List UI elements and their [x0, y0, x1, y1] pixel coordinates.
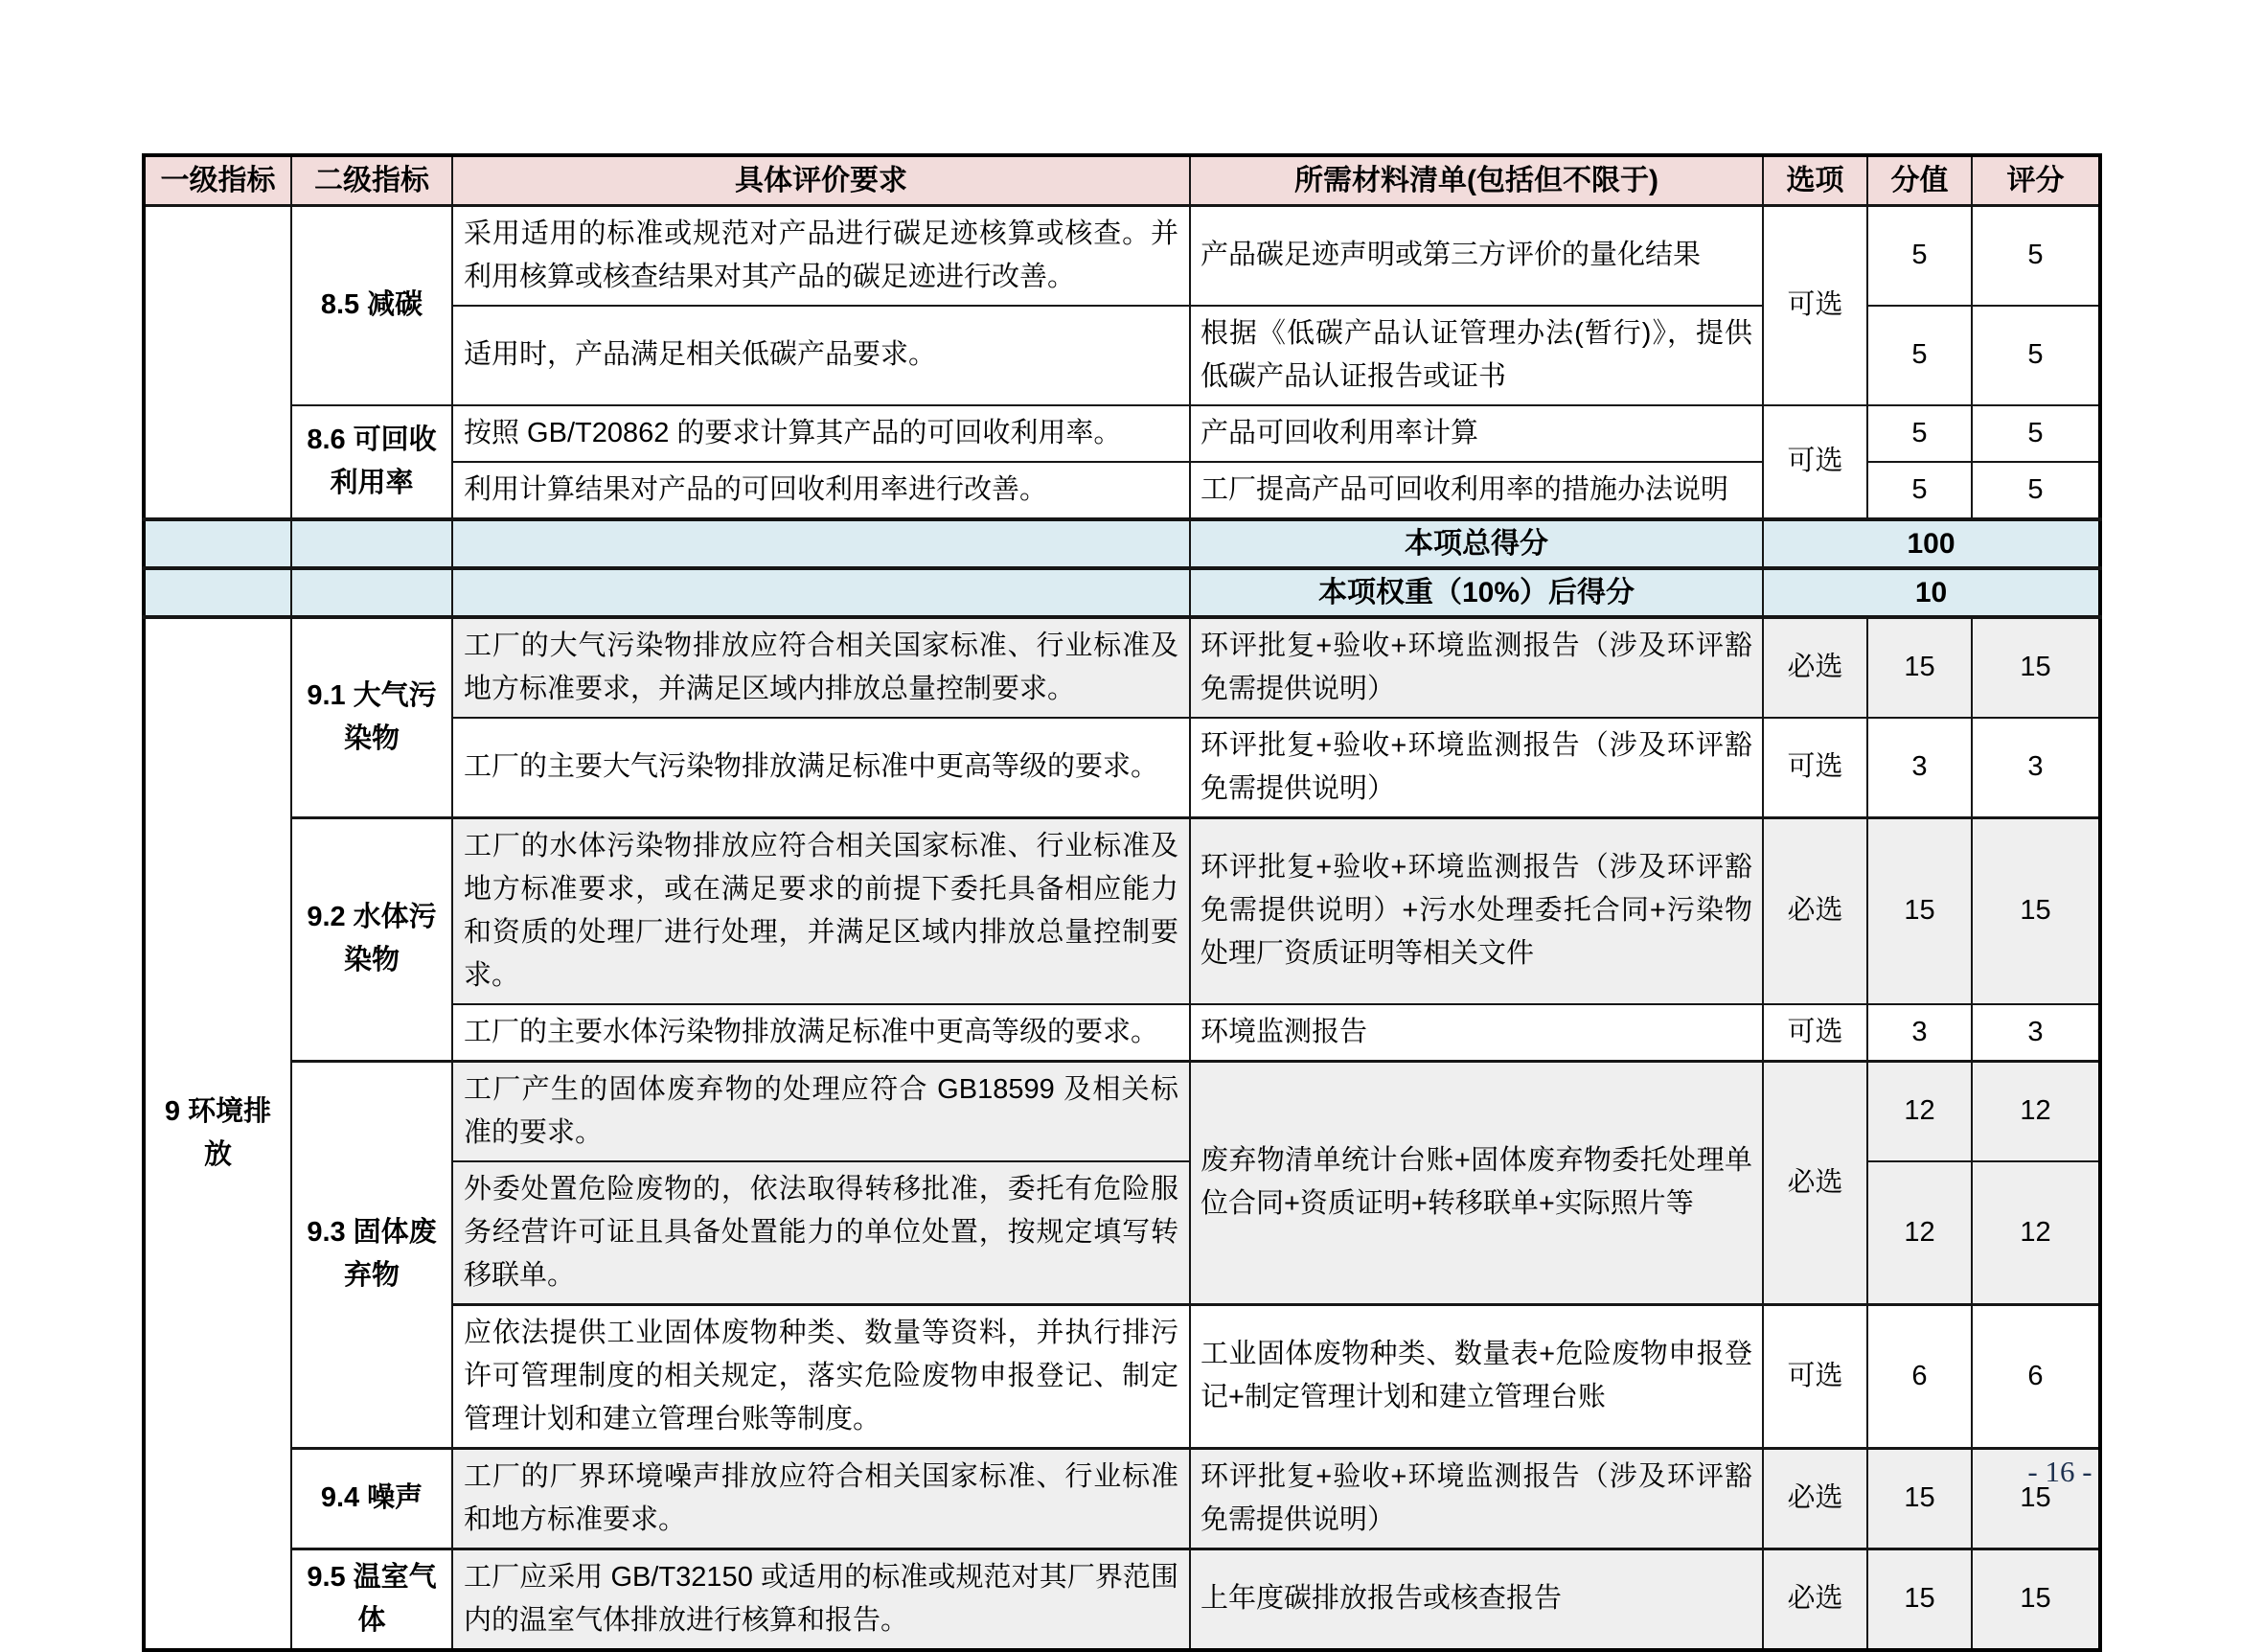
option-cell: 可选: [1763, 1304, 1867, 1448]
materials-cell: 工业固体废物种类、数量表+危险废物申报登记+制定管理计划和建立管理台账: [1190, 1304, 1763, 1448]
score-cell: 12: [1867, 1061, 1972, 1161]
section-cell-9: 9 环境排放: [144, 617, 291, 1650]
indicator-cell-9-1: 9.1 大气污染物: [291, 617, 452, 818]
materials-cell: 上年度碳排放报告或核查报告: [1190, 1549, 1763, 1650]
requirement-cell: 工厂的主要水体污染物排放满足标准中更高等级的要求。: [452, 1004, 1190, 1062]
indicator-cell-8-6: 8.6 可回收利用率: [291, 405, 452, 519]
indicator-cell-8-5: 8.5 减碳: [291, 205, 452, 405]
summary-total-label: 本项总得分: [1190, 519, 1763, 568]
summary-row-total: [144, 519, 2100, 568]
score-cell: 3: [1867, 718, 1972, 818]
option-cell: 必选: [1763, 817, 1867, 1004]
option-cell: 必选: [1763, 1549, 1867, 1650]
score-cell: 15: [1867, 1549, 1972, 1650]
rating-cell: 3: [1972, 1004, 2100, 1062]
header-level2-indicator: 二级指标: [291, 155, 452, 205]
requirement-cell: 工厂的大气污染物排放应符合相关国家标准、行业标准及地方标准要求，并满足区域内排放总量控制要求。: [452, 617, 1190, 718]
materials-cell: 环评批复+验收+环境监测报告（涉及环评豁免需提供说明）: [1190, 617, 1763, 718]
summary-weighted-value: 10: [1763, 568, 2100, 617]
level1-indicator-cell-empty: [144, 205, 291, 519]
score-cell: 15: [1867, 817, 1972, 1004]
requirement-cell: 适用时，产品满足相关低碳产品要求。: [452, 306, 1190, 405]
requirement-cell: 外委处置危险废物的，依法取得转移批准，委托有危险服务经营许可证且具备处置能力的单位处置，按规定填写转移联单。: [452, 1161, 1190, 1305]
rating-cell: 5: [1972, 306, 2100, 405]
requirement-cell: 工厂的主要大气污染物排放满足标准中更高等级的要求。: [452, 718, 1190, 818]
option-cell: 可选: [1763, 718, 1867, 818]
rating-cell: 5: [1972, 205, 2100, 306]
table-row: [144, 205, 2100, 306]
header-option: 选项: [1763, 155, 1867, 205]
rating-cell: 15: [1972, 617, 2100, 718]
evaluation-table: [142, 153, 2102, 1652]
table-row: [144, 1448, 2100, 1549]
table-row: [144, 1061, 2100, 1161]
indicator-cell-9-5: 9.5 温室气体: [291, 1549, 452, 1650]
rating-cell: 5: [1972, 462, 2100, 519]
score-cell: 5: [1867, 306, 1972, 405]
summary-empty-cell: [452, 568, 1190, 617]
score-cell: 5: [1867, 205, 1972, 306]
summary-empty-cell: [291, 519, 452, 568]
option-cell: 必选: [1763, 1061, 1867, 1304]
rating-cell: 6: [1972, 1304, 2100, 1448]
table-row: [144, 817, 2100, 1004]
option-cell: 必选: [1763, 617, 1867, 718]
option-cell: 必选: [1763, 1448, 1867, 1549]
table-row: [144, 617, 2100, 718]
table-row: [144, 1549, 2100, 1650]
header-rating: 评分: [1972, 155, 2100, 205]
score-cell: 15: [1867, 617, 1972, 718]
materials-cell: 根据《低碳产品认证管理办法(暂行)》，提供低碳产品认证报告或证书: [1190, 306, 1763, 405]
requirement-cell: 利用计算结果对产品的可回收利用率进行改善。: [452, 462, 1190, 519]
option-cell: 可选: [1763, 405, 1867, 519]
indicator-cell-9-4: 9.4 噪声: [291, 1448, 452, 1549]
score-cell: 5: [1867, 462, 1972, 519]
rating-cell: 3: [1972, 718, 2100, 818]
table-header-row: [144, 155, 2100, 205]
summary-empty-cell: [291, 568, 452, 617]
summary-empty-cell: [144, 568, 291, 617]
indicator-cell-9-2: 9.2 水体污染物: [291, 817, 452, 1061]
indicator-cell-9-3: 9.3 固体废弃物: [291, 1061, 452, 1448]
rating-cell: 12: [1972, 1161, 2100, 1305]
rating-cell: 12: [1972, 1061, 2100, 1161]
materials-cell: 环境监测报告: [1190, 1004, 1763, 1062]
score-cell: 3: [1867, 1004, 1972, 1062]
requirement-cell: 工厂的厂界环境噪声排放应符合相关国家标准、行业标准和地方标准要求。: [452, 1448, 1190, 1549]
summary-empty-cell: [452, 519, 1190, 568]
score-cell: 6: [1867, 1304, 1972, 1448]
materials-cell: 环评批复+验收+环境监测报告（涉及环评豁免需提供说明）+污水处理委托合同+污染物处理厂资质证明等相关文件: [1190, 817, 1763, 1004]
header-level1-indicator: 一级指标: [144, 155, 291, 205]
materials-cell: 环评批复+验收+环境监测报告（涉及环评豁免需提供说明）: [1190, 718, 1763, 818]
materials-cell: 环评批复+验收+环境监测报告（涉及环评豁免需提供说明）: [1190, 1448, 1763, 1549]
header-materials: 所需材料清单(包括但不限于): [1190, 155, 1763, 205]
page-number: - 16 -: [2027, 1455, 2092, 1488]
header-score: 分值: [1867, 155, 1972, 205]
option-cell: 可选: [1763, 1004, 1867, 1062]
materials-cell: 工厂提高产品可回收利用率的措施办法说明: [1190, 462, 1763, 519]
header-requirements: 具体评价要求: [452, 155, 1190, 205]
requirement-cell: 采用适用的标准或规范对产品进行碳足迹核算或核查。并利用核算或核查结果对其产品的碳足迹进行改善。: [452, 205, 1190, 306]
score-cell: 5: [1867, 405, 1972, 462]
option-cell: 可选: [1763, 205, 1867, 405]
materials-cell: 产品可回收利用率计算: [1190, 405, 1763, 462]
requirement-cell: 工厂应采用 GB/T32150 或适用的标准或规范对其厂界范围内的温室气体排放进行核算和报告。: [452, 1549, 1190, 1650]
rating-cell: 15: [1972, 1448, 2100, 1549]
summary-total-value: 100: [1763, 519, 2100, 568]
requirement-cell: 工厂的水体污染物排放应符合相关国家标准、行业标准及地方标准要求，或在满足要求的前提下委托具备相应能力和资质的处理厂进行处理，并满足区域内排放总量控制要求。: [452, 817, 1190, 1004]
summary-empty-cell: [144, 519, 291, 568]
materials-cell: 废弃物清单统计台账+固体废弃物委托处理单位合同+资质证明+转移联单+实际照片等: [1190, 1061, 1763, 1304]
rating-cell: 5: [1972, 405, 2100, 462]
table-row: [144, 405, 2100, 462]
requirement-cell: 按照 GB/T20862 的要求计算其产品的可回收利用率。: [452, 405, 1190, 462]
requirement-cell: 应依法提供工业固体废物种类、数量等资料，并执行排污许可管理制度的相关规定，落实危险废物申报登记、制定管理计划和建立管理台账等制度。: [452, 1304, 1190, 1448]
score-cell: 12: [1867, 1161, 1972, 1305]
materials-cell: 产品碳足迹声明或第三方评价的量化结果: [1190, 205, 1763, 306]
score-cell: 15: [1867, 1448, 1972, 1549]
rating-cell: 15: [1972, 1549, 2100, 1650]
rating-cell: 15: [1972, 817, 2100, 1004]
requirement-cell: 工厂产生的固体废弃物的处理应符合 GB18599 及相关标准的要求。: [452, 1061, 1190, 1161]
summary-row-weighted: [144, 568, 2100, 617]
summary-weighted-label: 本项权重（10%）后得分: [1190, 568, 1763, 617]
